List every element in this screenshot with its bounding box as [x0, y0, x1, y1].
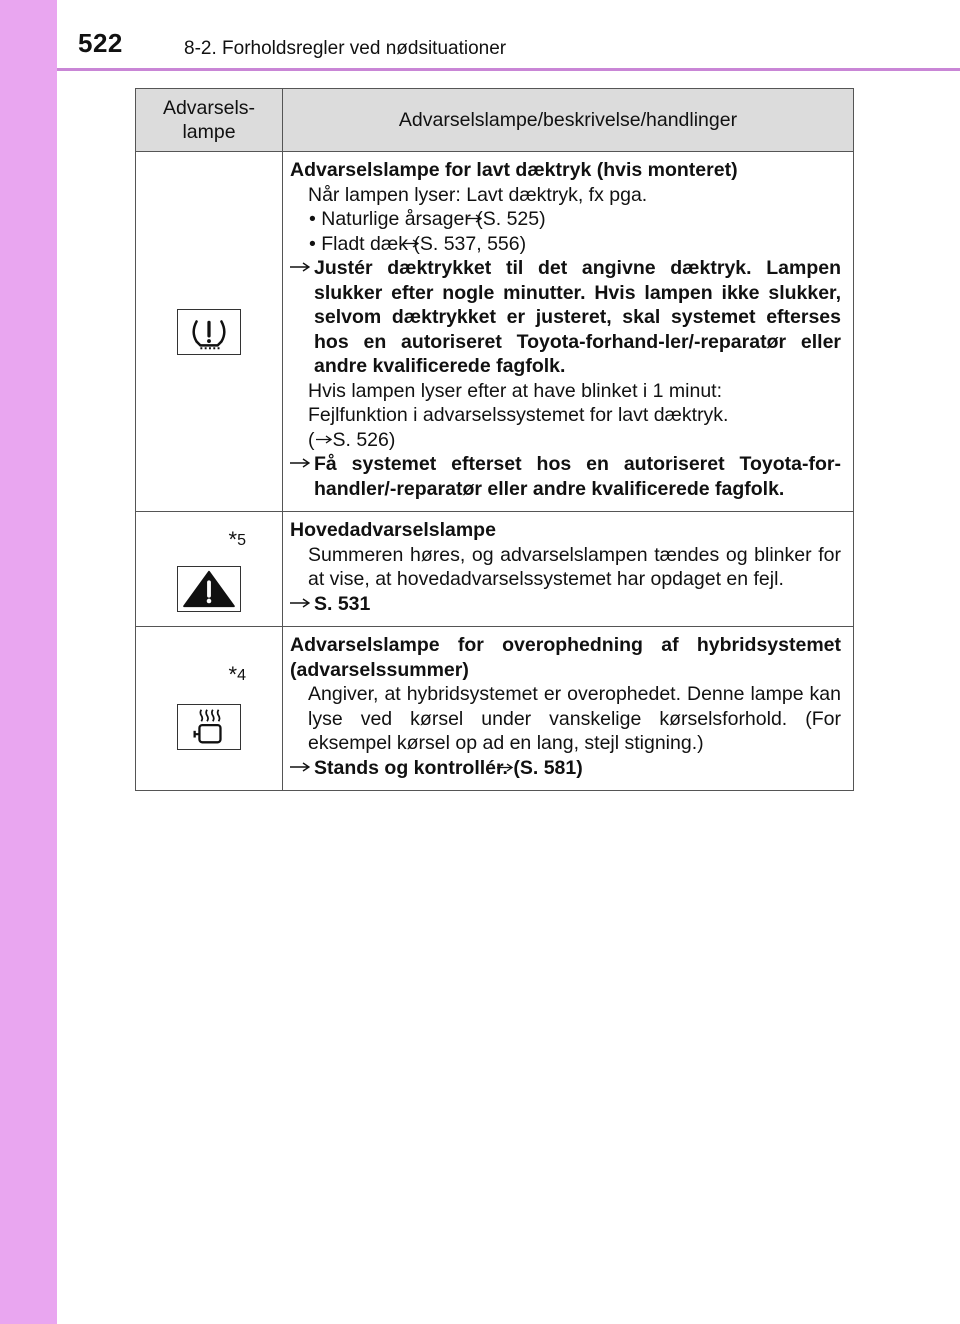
page-ref-link[interactable]: S. 531	[314, 592, 371, 615]
table-row	[136, 512, 854, 627]
master-warning-triangle-icon	[177, 566, 241, 612]
footnote-number: 4	[237, 667, 246, 684]
arrow-icon	[290, 592, 314, 617]
action-item	[290, 756, 841, 781]
blink-ref	[290, 428, 841, 453]
col-desc-header: Advarselslampe/beskrivelse/handlinger	[283, 89, 854, 152]
arrow-icon	[290, 756, 314, 781]
action-item	[290, 592, 841, 617]
desc-cell	[283, 512, 854, 627]
desc-cell	[283, 627, 854, 791]
action-text: Stands og kontrollér. (	[314, 756, 520, 779]
row-title: Advarselslampe for lavt dæktryk (hvis monteret)	[290, 159, 738, 181]
header-rule	[57, 68, 960, 71]
desc-cell	[283, 152, 854, 512]
table-row	[136, 152, 854, 512]
lamp-cell	[136, 627, 283, 791]
action-item	[290, 452, 841, 501]
blink-line: Fejlfunktion i advarselssystemet for lavt dæktryk.	[308, 404, 729, 426]
col-lamp-header-line2: lampe	[182, 121, 236, 143]
footnote-number: 5	[237, 532, 246, 549]
action-text: Justér dæktrykket til det angivne dæktryk. Lampen slukker efter nogle minutter. Hvis lampen ikke slukker, selvom dæktrykket er justeret, skal systemet efterses hos en autoriseret Toyota-forhand-ler/-reparatør eller andre kvalificerede fagfolk.	[314, 257, 841, 377]
col-lamp-header-line1: Advarsels-	[162, 97, 256, 119]
blink-line: Hvis lampen lyser efter at have blinket i 1 minut:	[308, 379, 723, 402]
action-text: Få systemet efterset hos en autoriseret Toyota-for-handler/-reparatør eller andre kvalificerede fagfolk.	[314, 453, 841, 500]
footnote-marker	[229, 663, 246, 689]
row-title: Advarselslampe for overophedning af hybridsystemet (advarselssummer)	[290, 634, 841, 681]
tire-pressure-warning-icon	[177, 309, 241, 355]
bullet-text: Fladt dæk (	[321, 232, 420, 255]
row-title: Hovedadvarselslampe	[290, 519, 496, 541]
row-intro: Når lampen lyser: Lavt dæktryk, fx pga.	[308, 183, 648, 206]
lamp-cell	[136, 152, 283, 512]
arrow-icon	[315, 428, 333, 453]
warning-lamp-table	[135, 88, 854, 791]
page-ref-link[interactable]: S. 525)	[482, 208, 546, 230]
section-title: 8-2. Forholdsregler ved nødsituationer	[184, 38, 507, 59]
hybrid-system-overheat-icon	[177, 704, 241, 750]
footnote-star: *	[228, 527, 238, 552]
row-desc: Angiver, at hybridsystemet er overophedet. Denne lampe kan lyse ved kørsel under vanskelige kørselsforhold. (For eksempel kørsel op ad en lang, stejl stigning.)	[308, 683, 841, 754]
row-desc: Summeren høres, og advarselslampen tændes og blinker for at vise, at hovedadvarselssystemet har opdaget en fejl.	[308, 543, 841, 590]
side-color-band	[0, 0, 57, 1324]
table-row	[136, 627, 854, 791]
arrow-icon	[290, 256, 314, 281]
lamp-cell	[136, 512, 283, 627]
page-ref-link[interactable]: S. 526)	[332, 428, 396, 451]
footnote-star: *	[228, 662, 238, 687]
bullet-item: • Fladt dæk (S. 537, 556)	[309, 232, 527, 255]
col-lamp-header	[136, 89, 283, 152]
bullet-text: Naturlige årsager (	[321, 208, 483, 230]
table-header-row	[136, 89, 854, 152]
paren: (	[308, 428, 315, 451]
bullet-item: • Naturlige årsager (S. 525)	[309, 208, 546, 230]
page-number: 522	[78, 28, 123, 58]
arrow-icon	[290, 452, 314, 477]
page-ref-link[interactable]: S. 537, 556)	[419, 232, 527, 255]
action-item	[290, 256, 841, 379]
footnote-marker	[229, 528, 246, 554]
page-ref-link[interactable]: S. 581)	[519, 756, 583, 779]
